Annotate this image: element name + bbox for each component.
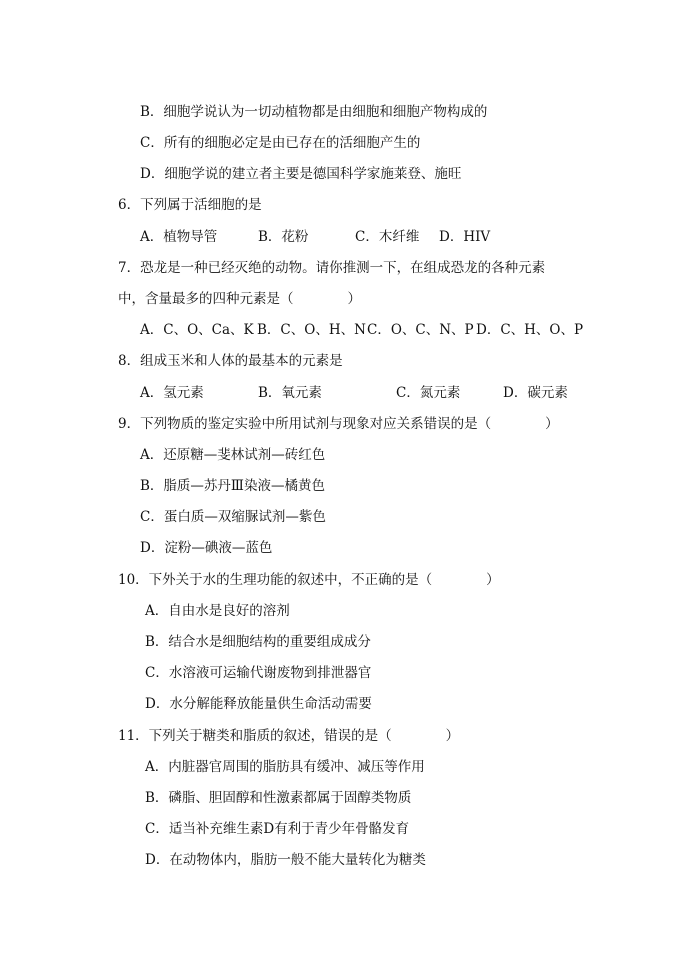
q10-option-d: D．水分解能释放能量供生命活动需要 (145, 696, 372, 712)
q7-options (0, 320, 688, 340)
q5-option-c: C．所有的细胞必定是由已存在的活细胞产生的 (140, 135, 421, 151)
q7-option-a: A．C、O、Ca、K (140, 322, 254, 338)
q8-option-c: C．氮元素 (396, 385, 461, 401)
q10-option-a: A．自由水是良好的溶剂 (145, 603, 290, 619)
q7-stem-line2: 中，含量最多的四种元素是（ ） (118, 291, 361, 307)
q8-option-d: D．碳元素 (503, 385, 568, 401)
q5-option-d: D．细胞学说的建立者主要是德国科学家施莱登、施旺 (140, 166, 462, 182)
q6-options (0, 227, 688, 247)
q10-option-c: C．水溶液可运输代谢废物到排泄器官 (145, 665, 372, 681)
q9-stem: 9．下列物质的鉴定实验中所用试剂与现象对应关系错误的是（ ） (118, 416, 559, 432)
q6-option-b: B．花粉 (258, 229, 309, 245)
q8-stem: 8．组成玉米和人体的最基本的元素是 (118, 353, 343, 369)
q11-option-d: D．在动物体内，脂肪一般不能大量转化为糖类 (145, 852, 426, 868)
q11-option-a: A．内脏器官周围的脂肪具有缓冲、减压等作用 (145, 759, 425, 775)
q6-stem: 6．下列属于活细胞的是 (118, 197, 262, 213)
q5-option-b: B．细胞学说认为一切动植物都是由细胞和细胞产物构成的 (140, 104, 488, 120)
q7-option-c: C．O、C、N、P (367, 322, 474, 338)
q7-stem-line1: 7．恐龙是一种已经灭绝的动物。请你推测一下，在组成恐龙的各种元素 (118, 260, 546, 276)
q7-option-b: B．C、O、H、N (257, 322, 366, 338)
q11-option-b: B．磷脂、胆固醇和性激素都属于固醇类物质 (145, 790, 412, 806)
q6-option-d: D．HIV (439, 229, 491, 245)
q7-option-d: D．C、H、O、P (476, 322, 584, 338)
q9-option-a: A．还原糖—斐林试剂—砖红色 (140, 447, 326, 463)
q9-option-b: B．脂质—苏丹Ⅲ染液—橘黄色 (140, 478, 325, 494)
q6-option-c: C．木纤维 (355, 229, 420, 245)
q6-option-a: A．植物导管 (140, 229, 218, 245)
q9-option-c: C．蛋白质—双缩脲试剂—紫色 (140, 509, 326, 525)
q8-option-b: B．氧元素 (258, 385, 322, 401)
q8-option-a: A．氢元素 (140, 385, 204, 401)
q11-option-c: C．适当补充维生素D有利于青少年骨骼发育 (145, 821, 410, 837)
q11-stem: 11．下列关于糖类和脂质的叙述，错误的是（ ） (118, 728, 460, 744)
q9-option-d: D．淀粉—碘液—蓝色 (140, 540, 273, 556)
q8-options (0, 383, 688, 403)
q10-stem: 10．下外关于水的生理功能的叙述中，不正确的是（ ） (118, 572, 500, 588)
q10-option-b: B．结合水是细胞结构的重要组成成分 (145, 634, 371, 650)
